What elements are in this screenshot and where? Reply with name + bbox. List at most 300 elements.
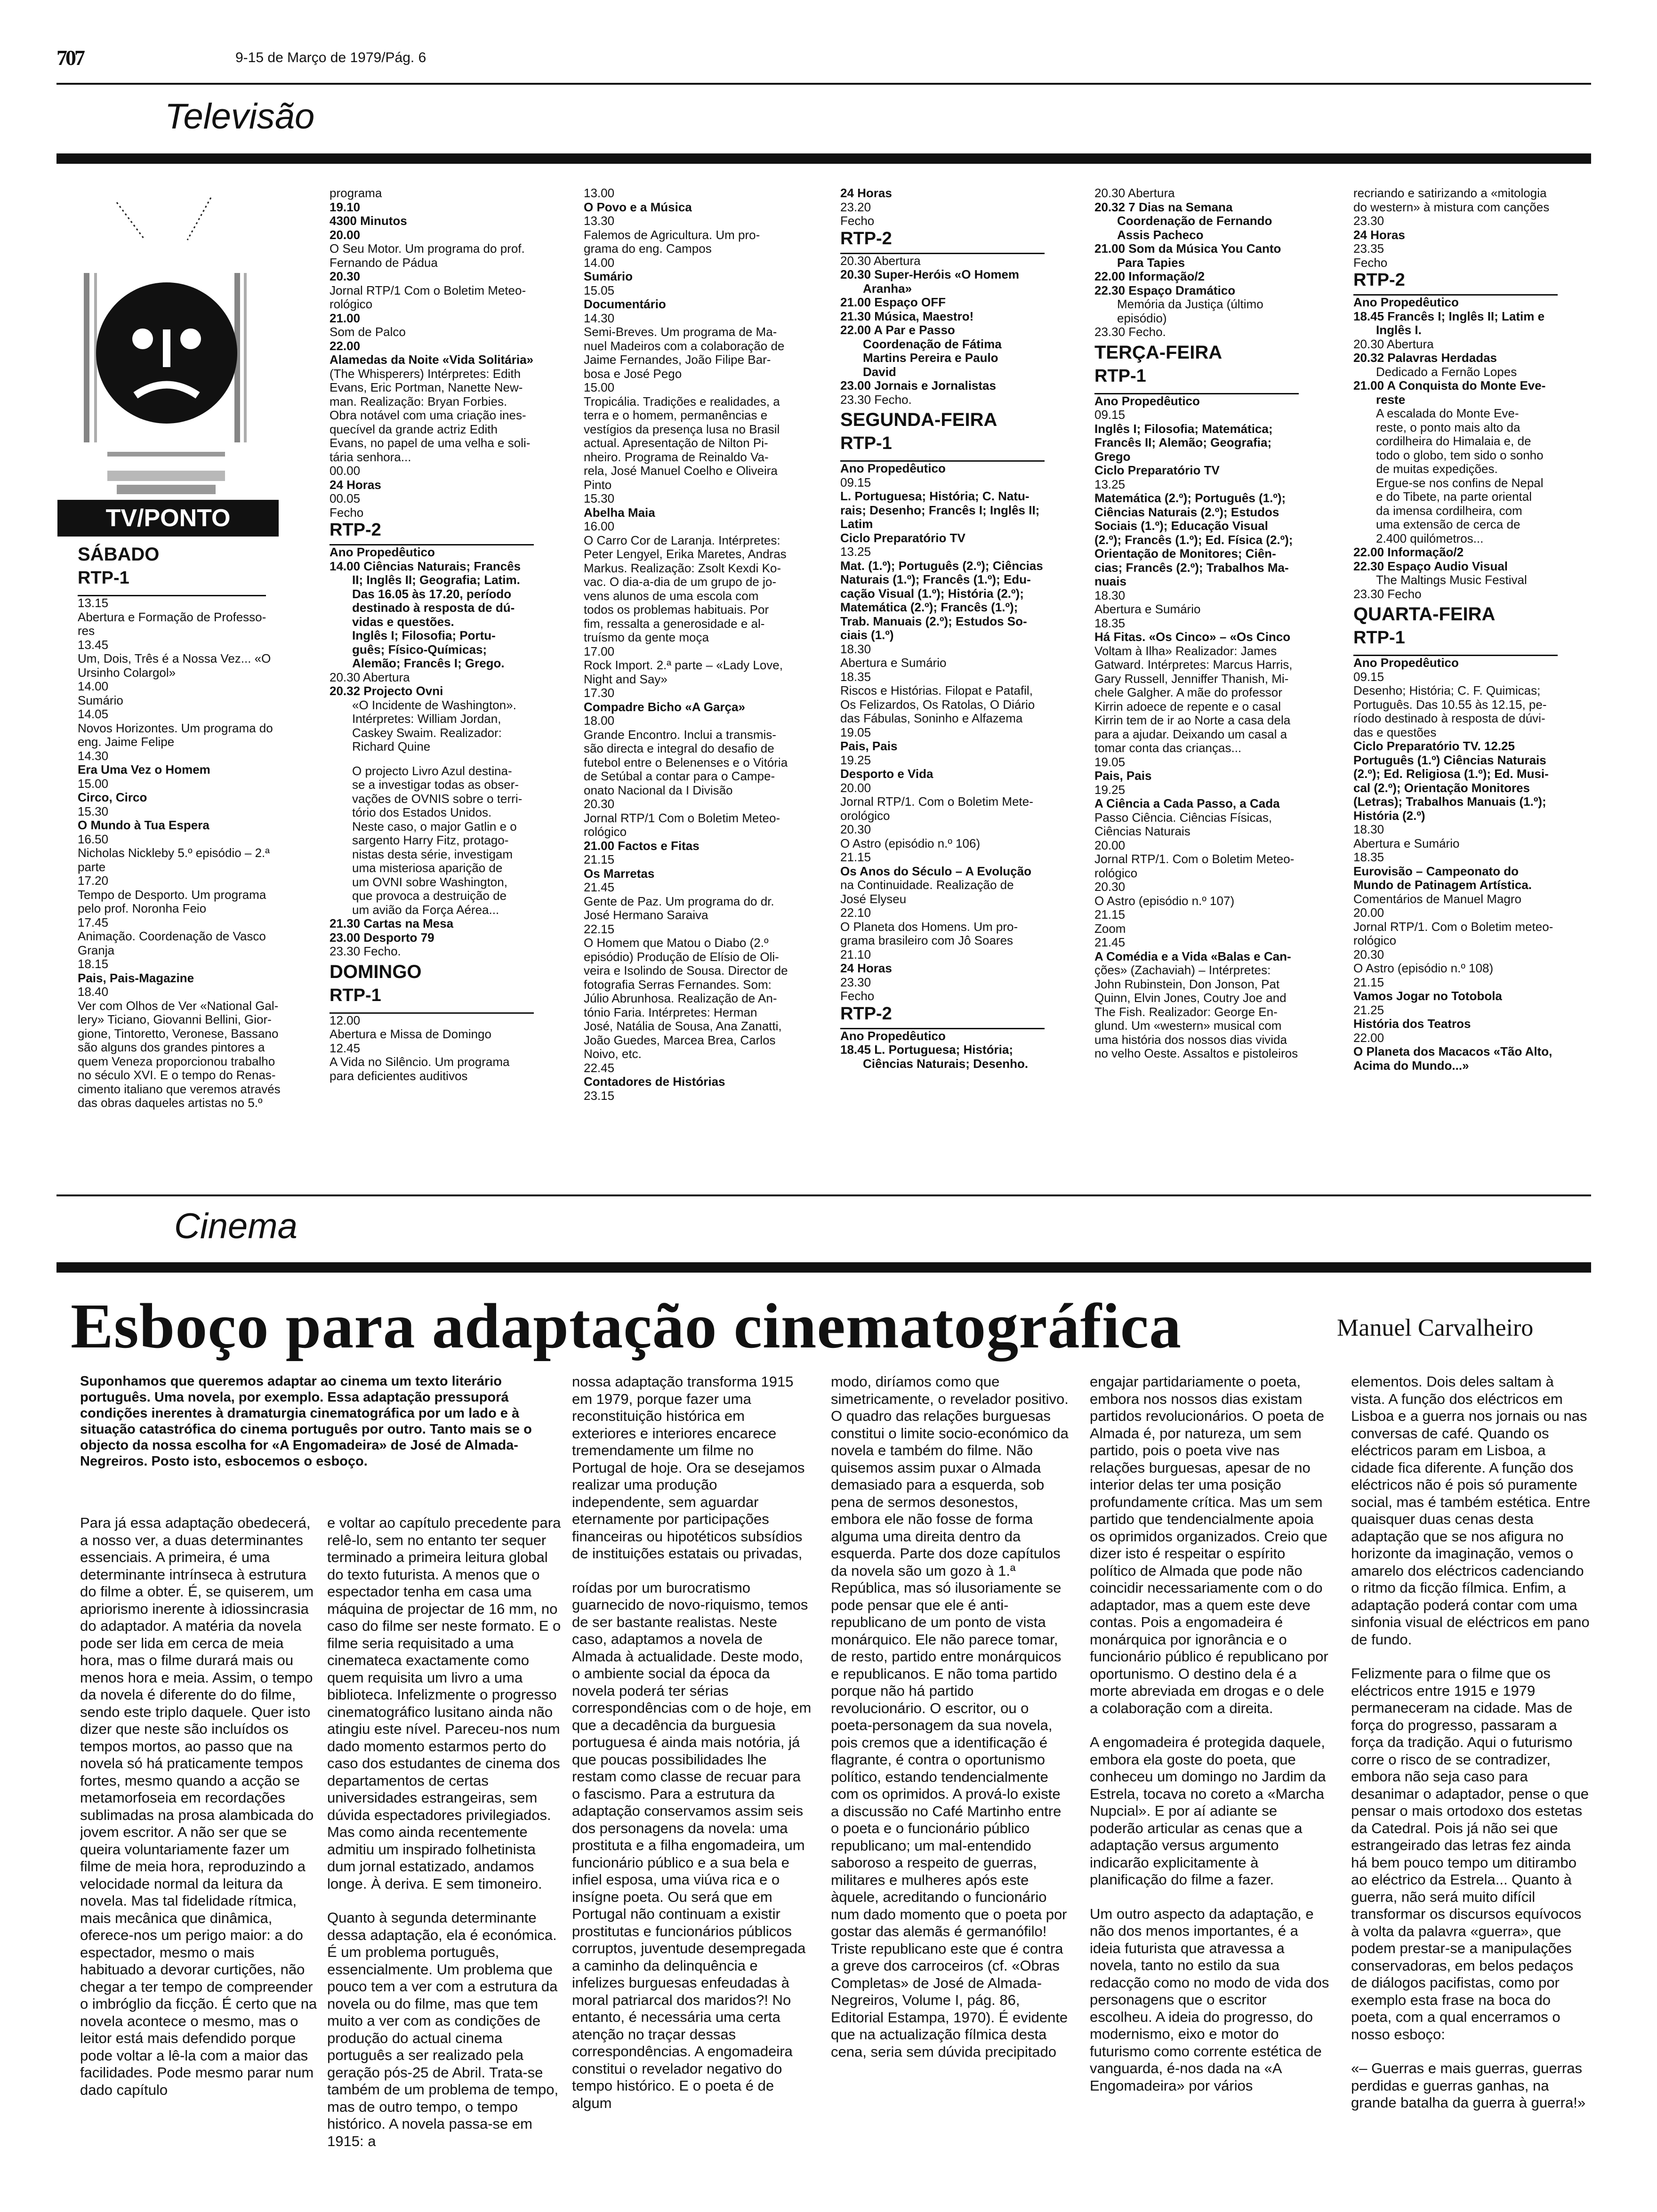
listing-line: 22.30 Espaço Dramático <box>1094 283 1236 297</box>
listing-line: 18.35 <box>1094 616 1126 630</box>
listing-line: Para Tapies <box>1117 255 1185 270</box>
day-heading: DOMINGO <box>330 961 422 982</box>
listing-line: todo o globo, tem sido o sonho <box>1376 448 1544 462</box>
listing-line: 13.15 <box>78 596 109 610</box>
listing-line: 21.00 Factos e Fitas <box>584 838 700 853</box>
listing-line: 22.45 <box>584 1060 615 1075</box>
listing-line: Sociais (1.º); Educação Visual <box>1094 519 1268 533</box>
listing-line: 20.00 <box>330 227 361 242</box>
listing-line: ríodo destinado à resposta de dúvi- <box>1353 711 1545 725</box>
listing-line: 21.45 <box>584 880 615 894</box>
article-headline: Esboço para adaptação cinematográfica <box>71 1291 1182 1362</box>
listing-line: 21.25 <box>1353 1002 1384 1017</box>
listing-line: Quinn, Elvin Jones, Coutry Joe and <box>1094 991 1287 1005</box>
listing-line: O Astro (episódio n.º 106) <box>840 836 981 850</box>
listing-line: Richard Quine <box>352 739 431 753</box>
listing-line: 20.30 Super-Heróis «O Homem <box>840 267 1020 281</box>
listing-line: lery» Ticiano, Giovanni Bellini, Gior- <box>78 1012 272 1026</box>
listing-line: 4300 Minutos <box>330 214 407 228</box>
listing-line: 13.25 <box>840 545 871 559</box>
listing-line: Assis Pacheco <box>1117 227 1204 242</box>
listing-line: 20.30 <box>584 797 615 811</box>
listing-line: rológico <box>330 297 373 311</box>
listing-line: Francês II; Alemão; Geografia; <box>1094 435 1272 449</box>
listing-line: reste, o ponto mais alto da <box>1376 420 1520 434</box>
article-paragraph: roídas por um burocratismo guarnecido de novo-riquismo, temos de ser bastante realistas. Neste caso, adaptamos a novela de Almada à actualidade. Deste modo, o ambiente social da época da novela poderá ter sérias correspondências com o de hoje, em que a decadência da burguesia portuguesa é ainda mais notória, já que poucas possibilidades lhe restam como classe de recuar para o fascismo. Para a estrutura da adaptação conservamos assim seis dos personagens da novela: uma prostituta e a filha engomadeira, um funcionário público e a sua bela e infiel esposa, uma viúva rica e o insígne poeta. Ou será que em Portugal não continuam a existir prostitutas e funcionários públicos corruptos, juventude desempregada a caminho da delinquência e infelizes burguesas enfeudadas à moral patriarcal dos maridos?! No entanto, é necessária uma certa atenção no traçar dessas correspondências. A engomadeira constitui o revelador negativo do tempo histórico. E o poeta é de algum <box>572 1579 812 2111</box>
listing-line: 13.45 <box>78 637 109 652</box>
listing-line: nistas desta série, investigam <box>352 847 513 861</box>
listing-line: rológico <box>1353 933 1397 947</box>
listing-line: 00.05 <box>330 491 361 505</box>
listing-line: Abertura e Missa de Domingo <box>330 1027 491 1041</box>
listing-line: O Astro (episódio n.º 107) <box>1094 893 1235 908</box>
listing-line: 14.30 <box>78 748 109 763</box>
listing-line: 23.30 <box>1353 214 1384 228</box>
listing-line: O Planeta dos Homens. Um pro- <box>840 919 1018 934</box>
listing-line: Ano Propedêutico <box>1353 656 1459 670</box>
listing-line: Kirrin adoece de repente e o casal <box>1094 699 1281 713</box>
listing-line: 18.40 <box>78 985 109 999</box>
listing-line: gione, Tintoretto, Veronese, Bassano <box>78 1026 279 1041</box>
listing-line: 18.30 <box>840 641 871 656</box>
listing-line: terra e o homem, permanências e <box>584 408 768 422</box>
listing-line: tónio Faria. Intérpretes: Herman <box>584 1005 757 1019</box>
listing-line: Os Felizardos, Os Ratolas, O Diário <box>840 697 1035 712</box>
listing-line: bosa e José Pego <box>584 366 682 381</box>
listing-line: The Fish. Realizador: George En- <box>1094 1004 1278 1019</box>
listing-line: actual. Apresentação de Nilton Pi- <box>584 436 768 450</box>
article-paragraph: Para já essa adaptação obedecerá, a nosso ver, a duas determinantes essenciais. A primeira, é uma determinante intrínseca à estrutura do filme a obter. É, se quiserem, um apriorismo inerente à idiossincrasia do adaptador. A matéria da novela pode ser lida em cerca de meia hora, mas o filme durará mais ou menos hora e meia. Assim, o tempo da novela é diferente do do filme, sendo este triplo daquele. Quer isto dizer que neste são incluídos os tempos mortos, ao passo que na novela só há praticamente tempos fortes, mesmo quando a acção se metamorfoseia em recordações sublimadas na prosa alambicada do jovem escritor. A não ser que se queira voluntariamente fazer um filme de meia hora, reproduzindo a velocidade normal da leitura da novela. Mas tal fidelidade rítmica, mais mecânica que dinâmica, oferece-nos um perigo maior: a do espectador, mesmo o mais habituado a devorar curtições, não chegar a ter tempo de compreender o imbróglio da ficção. É certo que na novela acontece o mesmo, mas o leitor está mais defendido porque pode voltar a lê-la com a maior das facilidades. Pode mesmo parar num dado capítulo <box>80 1515 317 2098</box>
listing-line: grama do eng. Campos <box>584 241 712 256</box>
listing-line: Contadores de Histórias <box>584 1074 725 1089</box>
cinema-heavy-rule <box>56 1262 1591 1273</box>
listing-line: nuais <box>1094 574 1126 588</box>
listing-line: cal (2.º); Orientação Monitores <box>1353 780 1530 795</box>
listing-line: um OVNI sobre Washington, <box>352 874 507 889</box>
listing-line: Caskey Swaim. Realizador: <box>352 725 502 740</box>
listing-line: 15.00 <box>584 380 615 394</box>
listing-line: Inglês I. <box>1376 323 1422 337</box>
listing-line: 21.00 Espaço OFF <box>840 295 946 309</box>
listing-line: 15.05 <box>584 283 615 297</box>
listing-line: que provoca a destruição de <box>352 889 507 903</box>
listing-line: das e questões <box>1353 725 1437 739</box>
listing-line: se a investigar todas as obser- <box>352 777 519 792</box>
listing-line: de Setúbal a contar para o Campe- <box>584 769 775 783</box>
listing-line: 20.30 <box>1094 880 1126 894</box>
listing-line: 20.32 Projecto Ovni <box>330 684 443 698</box>
listing-line: vações de OVNIS sobre o terri- <box>352 791 523 806</box>
listing-line: no velho Oeste. Assaltos e pistoleiros <box>1094 1046 1298 1060</box>
listing-line: José, Natália de Sousa, Ana Zanatti, <box>584 1019 782 1033</box>
listing-line: 17.30 <box>584 686 615 700</box>
tv-column-2 <box>330 186 570 1189</box>
listing-line: Ciclo Preparatório TV <box>840 530 965 545</box>
listing-line: A Ciência a Cada Passo, a Cada <box>1094 796 1280 810</box>
listing-line: Pais, Pais <box>1094 769 1152 783</box>
listing-line: Alemão; Francês I; Grego. <box>352 656 505 670</box>
listing-line: O Seu Motor. Um programa do prof. <box>330 241 525 256</box>
listing-line: Ciências Naturais; Desenho. <box>863 1056 1029 1071</box>
listing-line: Fernando de Pádua <box>330 255 438 270</box>
listing-line: Novos Horizontes. Um programa do <box>78 721 273 735</box>
listing-line: 14.00 Ciências Naturais; Francês <box>330 559 521 573</box>
listing-line: 20.32 Palavras Herdadas <box>1353 351 1497 365</box>
listing-line: 22.00 A Par e Passo <box>840 323 955 337</box>
listing-line: 21.15 <box>1094 907 1126 922</box>
listing-line: 18.45 L. Portuguesa; História; <box>840 1042 1013 1057</box>
tv-ponto-label: TV/PONTO <box>57 500 279 537</box>
listing-line: Fecho <box>1353 255 1388 270</box>
listing-line: 15.00 <box>78 776 109 791</box>
listing-line: 14.05 <box>78 707 109 721</box>
listing-line: Jornal RTP/1. Com o Boletim Mete- <box>840 794 1033 809</box>
listing-line: 14.30 <box>584 311 615 325</box>
listing-line: Ciclo Preparatório TV <box>1094 463 1220 477</box>
listing-line: 20.00 <box>1094 838 1126 852</box>
listing-line: 17.00 <box>584 644 615 658</box>
listing-line: Ano Propedêutico <box>840 1028 946 1043</box>
listing-line: Ano Propedêutico <box>840 461 946 475</box>
article-column-1 <box>80 1515 320 2197</box>
listing-line: Inglês I; Filosofia; Portu- <box>352 628 496 642</box>
listing-line: rais; Desenho; Francês I; Inglês II; <box>840 503 1040 517</box>
listing-line: 22.00 <box>1353 1030 1384 1045</box>
listing-line: 18.15 <box>78 957 109 971</box>
listing-line: 09.15 <box>840 475 871 489</box>
listing-line: 20.30 <box>1353 947 1384 962</box>
article-paragraph: Um outro aspecto da adaptação, e não dos menos importantes, é a ideia futurista que atravessa a novela, tanto no estilo da sua redacção como no modo de vida dos personagens que o escritor escolheu. A ideia do progresso, do modernismo, eixo e motor do futurismo como corrente estética de vanguarda, é-nos dada na «A Engomadeira» por vários <box>1090 1905 1329 2094</box>
listing-line: orológico <box>840 808 890 823</box>
article-paragraph: nossa adaptação transforma 1915 em 1979, porque fazer uma reconstituição histórica em exteriores e interiores encarece tremendamente um filme no Portugal de hoje. Ora se desejamos realizar uma produção independente, sem aguardar eternamente por participações financeiras ou hipotéticos subsídios de instituições estatais ou privadas, <box>572 1373 805 1562</box>
listing-line: Martins Pereira e Paulo <box>863 351 998 365</box>
listing-line: vens alunos de uma escola com <box>584 588 759 603</box>
listing-line: Rock Import. 2.ª parte – «Lady Love, <box>584 658 783 672</box>
listing-line: Desenho; História; C. F. Quimicas; <box>1353 683 1541 697</box>
listing-line: Abelha Maia <box>584 505 655 520</box>
listing-line: Fecho <box>840 989 875 1003</box>
tv-column-5 <box>1094 186 1335 1189</box>
listing-line: tório dos Estados Unidos. <box>352 805 492 819</box>
listing-line: 14.00 <box>78 679 109 693</box>
listing-line: Riscos e Histórias. Filopat e Patafil, <box>840 683 1033 697</box>
listing-line: História (2.º) <box>1353 808 1425 823</box>
listing-line: Zoom <box>1094 921 1126 936</box>
channel-heading: RTP-1 <box>78 568 266 596</box>
listing-line: Jornal RTP/1 Com o Boletim Meteo- <box>584 810 780 825</box>
listing-line: Inglês I; Filosofia; Matemática; <box>1094 421 1273 436</box>
listing-line: Abertura e Formação de Professo- <box>78 609 266 624</box>
listing-line: do western» à mistura com canções <box>1353 200 1550 214</box>
listing-line: O projecto Livro Azul destina- <box>352 763 512 778</box>
listing-line: Obra notável com uma criação ines- <box>330 408 526 422</box>
listing-line: (2.º); Ed. Religiosa (1.º); Ed. Musi- <box>1353 767 1549 781</box>
issue-date: 9-15 de Março de 1979/Pág. 6 <box>235 50 426 65</box>
listing-line: 21.15 <box>584 852 615 866</box>
listing-line: 23.30 Fecho <box>1353 586 1422 601</box>
listing-line: Evans, no papel de uma velha e soli- <box>330 436 531 450</box>
listing-line: Matemática (2.º); Francês (1.º); <box>840 600 1018 614</box>
article-column-6 <box>1351 1373 1591 2197</box>
listing-line: Abertura e Sumário <box>1353 836 1460 850</box>
listing-line: Coordenação de Fátima <box>863 337 1002 351</box>
listing-line: Os Anos do Século – A Evolução <box>840 864 1031 878</box>
listing-line: 20.00 <box>840 780 871 795</box>
listing-line: Pais, Pais <box>840 739 898 753</box>
listing-line: nuel Madeiros com a colaboração de <box>584 338 785 353</box>
listing-line: truísmo da gente moça <box>584 630 709 644</box>
listing-line: 18.35 <box>1353 850 1384 864</box>
listing-line: Compadre Bicho «A Garça» <box>584 699 745 714</box>
listing-line: «O Incidente de Washington». <box>352 697 516 712</box>
listing-line: vac. O dia-a-dia de um grupo de jo- <box>584 575 776 589</box>
top-rule <box>56 83 1591 85</box>
listing-line: Ano Propedêutico <box>1353 295 1459 309</box>
listing-line: Circo, Circo <box>78 790 147 804</box>
listing-line: David <box>863 364 896 379</box>
listing-line: cias; Francês (2.º); Trabalhos Ma- <box>1094 560 1289 575</box>
listing-line: 14.00 <box>584 255 615 270</box>
article-column-2 <box>327 1515 567 2197</box>
listing-line: 20.32 7 Dias na Semana <box>1094 200 1233 214</box>
listing-line: Peter Lengyel, Erika Maretes, Andras <box>584 547 787 561</box>
listing-line: A escalada do Monte Eve- <box>1376 406 1519 420</box>
listing-line: 2.400 quilómetros... <box>1376 531 1484 545</box>
listing-line: 16.50 <box>78 832 109 846</box>
listing-line: Ano Propedêutico <box>1094 393 1200 408</box>
listing-line: Abertura e Sumário <box>840 656 947 670</box>
listing-line: 22.00 <box>330 338 361 353</box>
article-paragraph: Quanto à segunda determinante dessa adaptação, ela é económica. É um problema português, essencialmente. Um problema que pouco tem a ver com a estrutura da novela ou do filme, mas que tem muito a ver com as condições de produção do actual cinema português a ser realizado pela geração pós-25 de Abril. Trata-se também de um problema de tempo, mas de outro tempo, o tempo histórico. A novela passa-se em 1915: a <box>327 1909 559 2149</box>
listing-line: das obras daqueles artistas no 5.º <box>78 1096 263 1110</box>
listing-line: 23.35 <box>1353 241 1384 256</box>
tv-ponto-logo <box>56 188 277 537</box>
listing-line: Fecho <box>840 214 875 228</box>
listing-line: 12.00 <box>330 1013 361 1027</box>
listing-line: 21.15 <box>1353 975 1384 989</box>
listing-line: Matemática (2.º); Português (1.º); <box>1094 491 1286 505</box>
listing-line: cordilheira do Himalaia e, de <box>1376 434 1531 448</box>
listing-line: Gary Russell, Jenniffer Thanish, Mi- <box>1094 671 1289 686</box>
listing-line: destinado à resposta de dú- <box>352 601 515 615</box>
listing-line: 20.30 <box>840 822 871 836</box>
listing-line: Ursinho Colargol» <box>78 665 176 680</box>
listing-line: Trab. Manuais (2.º); Estudos So- <box>840 614 1027 628</box>
listing-line: O Planeta dos Macacos «Tão Alto, <box>1353 1044 1552 1058</box>
listing-line: programa <box>330 186 382 200</box>
listing-line: recriando e satirizando a «mitologia <box>1353 186 1547 200</box>
listing-line: Latim <box>840 517 873 531</box>
listing-line: Os Marretas <box>584 866 655 881</box>
cinema-top-rule <box>56 1194 1591 1196</box>
listing-line: eng. Jaime Felipe <box>78 735 175 749</box>
listing-line: 20.30 Abertura <box>1094 186 1175 200</box>
listing-line: 19.25 <box>840 753 871 767</box>
television-heavy-rule <box>56 153 1591 164</box>
spacer <box>330 754 570 764</box>
listing-line: Passo Ciência. Ciências Físicas, <box>1094 810 1272 825</box>
listing-line: Dedicado a Fernão Lopes <box>1376 364 1517 379</box>
article-paragraph: e voltar ao capítulo precedente para relê-lo, sem no entanto ter sequer terminado a primeira leitura global do texto futurista. A menos que o espectador tenha em casa uma máquina de projectar de 16 mm, no caso do filme ser neste formato. E o filme seria requisitado a uma cinemateca exactamente como quem requisita um livro a uma biblioteca. Infelizmente o progresso cinematográfico lusitano ainda não atingiu este nível. Pareceu-nos num dado momento estarmos perto do caso dos estudantes de cinema dos departamentos de certas universidades estrangeiras, sem dúvida espectadores privilegiados. Mas como ainda recentemente admitiu um inspirado folhetinista dum jornal estatizado, andamos longe. À deriva. E sem timoneiro. <box>327 1515 561 1892</box>
day-heading: SÁBADO <box>78 544 160 565</box>
listing-line: Evans, Eric Portman, Nanette New- <box>330 380 523 394</box>
listing-line: Ciências Naturais (2.º); Estudos <box>1094 505 1279 519</box>
listing-line: Coordenação de Fernando <box>1117 214 1272 228</box>
listing-line: João Guedes, Marcea Brea, Carlos <box>584 1033 776 1047</box>
listing-line: O Homem que Matou o Diabo (2.º <box>584 936 769 950</box>
tv-set-icon <box>56 188 277 537</box>
listing-line: 23.00 Desporto 79 <box>330 930 434 945</box>
listing-line: 21.30 Cartas na Mesa <box>330 916 454 930</box>
listing-line: rológico <box>1094 866 1138 880</box>
listing-line: 09.15 <box>1094 408 1126 422</box>
listing-line: parte <box>78 859 106 874</box>
article-paragraph: A engomadeira é protegida daquele, embora ela goste do poeta, que conheceu um domingo no Jardim da Estrela, tocava no coreto a «Marcha Nupcial». E por aí adiante se poderão articular as cenas que a adaptação versus argumento indicarão explicitamente à planificação do filme a fazer. <box>1090 1734 1326 1888</box>
listing-line: 20.30 Abertura <box>330 670 410 684</box>
day-heading: TERÇA-FEIRA <box>1094 342 1223 363</box>
listing-line: Noivo, etc. <box>584 1047 642 1061</box>
television-section-title: Televisão <box>165 96 315 136</box>
listing-line: 21.15 <box>840 850 871 864</box>
listing-line: futebol entre o Belenenses e o Vitória <box>584 755 788 769</box>
listing-line: vestígios da presença lusa no Brasil <box>584 422 780 436</box>
listing-line: 24 Horas <box>1353 227 1405 242</box>
listing-line: Ciências Naturais <box>1094 824 1190 838</box>
listing-line: Tempo de Desporto. Um programa <box>78 887 266 902</box>
listing-line: Ergue-se nos confins de Nepal <box>1376 475 1544 490</box>
listing-line: 19.05 <box>840 725 871 739</box>
listing-line: reste <box>1376 392 1406 407</box>
listing-line: O Astro (episódio n.º 108) <box>1353 961 1494 975</box>
listing-line: rológico <box>584 825 627 839</box>
tv-column-6 <box>1353 186 1593 1189</box>
listing-line: Documentário <box>584 297 666 311</box>
listing-line: Memória da Justiça (último <box>1117 297 1263 311</box>
listing-line: Desporto e Vida <box>840 767 933 781</box>
listing-line: Neste caso, o major Gatlin e o <box>352 819 517 834</box>
listing-line: tária senhora... <box>330 449 411 464</box>
listing-line: fim, ressalta a generosidade e al- <box>584 616 765 631</box>
listing-line: Júlio Abrunhosa. Realização de An- <box>584 991 777 1005</box>
listing-line: Orientação de Monitores; Ciên- <box>1094 546 1276 561</box>
listing-line: José Hermano Saraiva <box>584 908 708 922</box>
listing-line: todos os problemas habituais. Por <box>584 602 769 617</box>
listing-line: man. Realização: Bryan Forbies. <box>330 394 507 409</box>
listing-line: Um, Dois, Três é a Nossa Vez... «O <box>78 651 271 665</box>
listing-line: Pinto <box>584 477 612 492</box>
listing-line: 23.30 Fecho. <box>840 392 912 407</box>
listing-line: Mundo de Patinagem Artística. <box>1353 878 1532 892</box>
listing-line: uma história dos nossos dias vivida <box>1094 1032 1287 1047</box>
listing-line: José Elyseu <box>840 891 907 906</box>
listing-line: 23.00 Jornais e Jornalistas <box>840 378 996 393</box>
listing-line: Markus. Realização: Zsolt Kexdi Ko- <box>584 561 781 575</box>
channel-heading: RTP-1 <box>1353 627 1558 656</box>
listing-line: das Fábulas, Soninho e Alfazema <box>840 711 1023 725</box>
listing-line: Pais, Pais-Magazine <box>78 970 194 985</box>
listing-line: Kirrin tem de ir ao Norte a casa dela <box>1094 713 1291 727</box>
listing-line: 18.30 <box>1353 822 1384 836</box>
listing-line: 22.10 <box>840 906 871 920</box>
listing-line: guês; Físico-Químicas; <box>352 642 487 657</box>
listing-line: Era Uma Vez o Homem <box>78 762 210 777</box>
listing-line: Gente de Paz. Um programa do dr. <box>584 894 774 908</box>
listing-line: Granja <box>78 943 115 957</box>
listing-line: O Mundo à Tua Espera <box>78 818 209 832</box>
listing-line: 15.30 <box>78 804 109 818</box>
listing-line: 23.30 Fecho. <box>1094 325 1166 339</box>
listing-line: Falemos de Agricultura. Um pro- <box>584 227 760 242</box>
listing-line: Aranha» <box>863 281 912 296</box>
listing-line: Português. Das 10.55 às 12.15, pe- <box>1353 697 1547 712</box>
listing-line: 24 Horas <box>840 186 892 200</box>
listing-line: Sumário <box>78 693 123 707</box>
listing-line: onato Nacional da I Divisão <box>584 783 733 797</box>
listing-line: uma misteriosa aparição de <box>352 861 503 875</box>
tv-column-1 <box>78 541 299 1186</box>
channel-heading: RTP-1 <box>330 985 534 1014</box>
article-paragraph: Felizmente para o filme que os eléctricos entre 1915 e 1979 permaneceram na cidade. Mas de força do progresso, passaram a força da tradição. Aqui o futurismo corre o risco de se contradizer, embora não seja caso para desanimar o adaptador, pense o que pensar o mais ortodoxo dos estetas da Catedral. Pois já não sei que estrangeirado das letras fez ainda há bem pouco tempo um ditirambo ao eléctrico da Estrela... Quanto à guerra, não será muito difícil transformar os discursos equívocos à volta da palavra «guerra», que podem prestar-se a manipulações conservadoras, em belos pedaços de diálogos pacifistas, como por exemplo esta frase na boca do poeta, com a qual encerramos o nosso esboço: <box>1351 1665 1589 2043</box>
listing-line: de muitas expedições. <box>1376 462 1498 476</box>
article-paragraph: «– Guerras e mais guerras, guerras perdidas e guerras ganhas, na grande batalha da guerra à guerra!» <box>1351 2060 1586 2111</box>
channel-heading: RTP-2 <box>330 520 534 545</box>
listing-line: 23.20 <box>840 200 871 214</box>
channel-heading: RTP-1 <box>840 433 1045 462</box>
listing-line: Mat. (1.º); Português (2.º); Ciências <box>840 558 1043 573</box>
listing-line: História dos Teatros <box>1353 1017 1471 1031</box>
cinema-section-title: Cinema <box>174 1206 298 1246</box>
listing-line: 18.30 <box>1094 588 1126 602</box>
listing-line: The Maltings Music Festival <box>1376 573 1527 587</box>
listing-line: 19.25 <box>1094 782 1126 797</box>
listing-line: 18.35 <box>840 669 871 684</box>
listing-line: Sumário <box>584 269 633 283</box>
listing-line: L. Portuguesa; História; C. Natu- <box>840 489 1030 503</box>
listing-line: cação Visual (1.º); História (2.º); <box>840 586 1024 601</box>
listing-line: 23.30 <box>840 975 871 989</box>
listing-line: Semi-Breves. Um programa de Ma- <box>584 325 777 339</box>
listing-line: Ciclo Preparatório TV. 12.25 <box>1353 739 1515 753</box>
listing-line: 23.15 <box>584 1088 615 1103</box>
listing-line: Há Fitas. «Os Cinco» – «Os Cinco <box>1094 630 1291 644</box>
listing-line: 17.20 <box>78 874 109 888</box>
listing-line: (Letras); Trabalhos Manuais (1.º); <box>1353 794 1546 809</box>
listing-line: Acima do Mundo...» <box>1353 1058 1469 1073</box>
article-author: Manuel Carvalheiro <box>1337 1314 1534 1341</box>
listing-line: episódio) <box>1117 311 1167 325</box>
listing-line: 18.45 Francês I; Inglês II; Latim e <box>1353 309 1545 323</box>
listing-line: (The Whisperers) Intérpretes: Edith <box>330 366 521 381</box>
tv-column-4 <box>840 186 1080 1189</box>
listing-line: 16.00 <box>584 519 615 533</box>
listing-line: Abertura e Sumário <box>1094 602 1201 616</box>
listing-line: Night and Say» <box>584 672 668 686</box>
listing-line: Grande Encontro. Inclui a transmis- <box>584 727 776 742</box>
listing-line: 22.30 Espaço Audio Visual <box>1353 559 1508 573</box>
listing-line: 24 Horas <box>330 477 381 492</box>
listing-line: 20.30 Abertura <box>1353 337 1434 351</box>
article-column-3 <box>572 1373 812 2197</box>
listing-line: Jaime Fernandes, João Filipe Bar- <box>584 353 771 367</box>
listing-line: quem Veneza proporcionou trabalho <box>78 1054 275 1068</box>
listing-line: Ver com Olhos de Ver «National Gal- <box>78 998 279 1013</box>
listing-line: John Rubinstein, Don Jonson, Pat <box>1094 977 1280 991</box>
listing-line: fotografia Serras Fernandes. Som: <box>584 977 772 992</box>
article-paragraph: engajar partidariamente o poeta, embora nos nossos dias existam partidos revolucionários. O poeta de Almada é, por natureza, um sem partido, pois o poeta vive nas relações burguesas, apesar de no interior delas ter uma posição profundamente crítica. Mas um sem partido que tendencialmente apoia os oprimidos organizados. Creio que dizer isto é respeitar o espírito político de Almada que pode não coincidir necessariamente com o do adaptador, mas a quem este deve contas. Pois a engomadeira é monárquica por ignorância e o funcionário público é republicano por oportunismo. O destino dela é a morte abreviada em drogas e o dele a colaboração com a direita. <box>1090 1373 1328 1716</box>
listing-line: são alguns dos grandes pintores a <box>78 1040 265 1054</box>
listing-line: Vamos Jogar no Totobola <box>1353 989 1502 1003</box>
listing-line: são directa e integral do desafio de <box>584 741 774 755</box>
